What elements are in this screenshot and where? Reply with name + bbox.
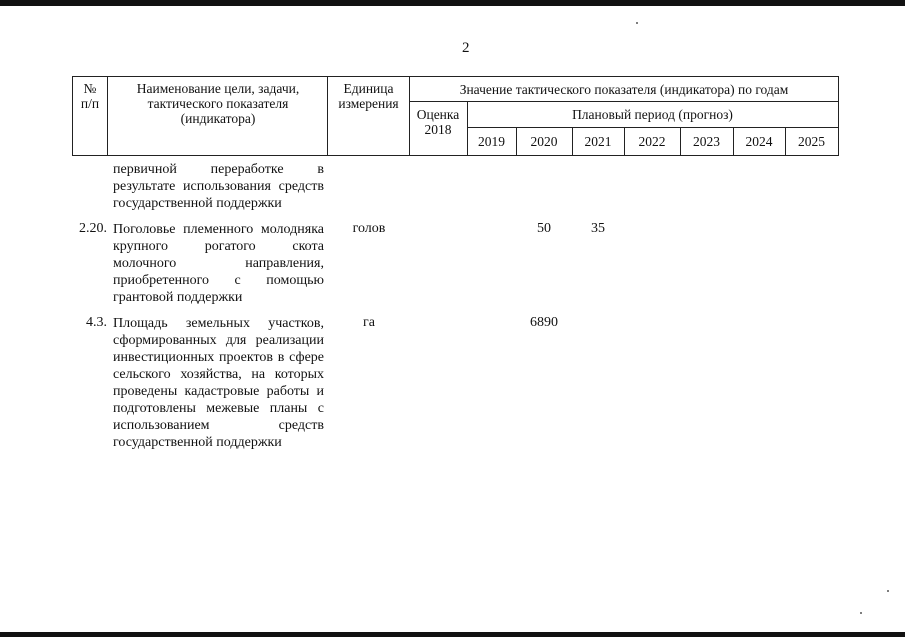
header-estimate: Оценка 2018	[416, 107, 460, 137]
table-row-name: первичной переработке в результате использования средств государственной поддержки	[113, 162, 324, 211]
header-year: 2023	[693, 134, 720, 149]
page-number: 2	[462, 40, 470, 56]
table-row-value-2020: 6890	[530, 315, 558, 330]
table-row-name: Поголовье племенного молодняка крупного рогатого скота молочного направления, приобретенного с помощью грантовой поддержки	[113, 222, 324, 305]
scan-speck	[636, 22, 638, 24]
table-row-name: Площадь земельных участков, сформированных для реализации инвестиционных проектов в сфере сельского хозяйства, на которых проведены кадастровые работы и подготовлены межевые планы с использованием средств государственной поддержки	[113, 316, 324, 450]
header-year: 2020	[530, 134, 558, 149]
header-name: Наименование цели, задачи, тактического показателя (индикатора)	[136, 81, 300, 126]
table-row-unit: га	[363, 315, 375, 330]
bottom-border-rule	[0, 632, 905, 637]
table-row-num: 4.3.	[86, 315, 107, 330]
top-border-rule	[0, 0, 905, 6]
header-year: 2024	[745, 134, 773, 149]
table-row-value-2020: 50	[537, 221, 551, 236]
row-divider	[467, 127, 838, 128]
row-divider	[409, 101, 838, 102]
header-year: 2022	[638, 134, 666, 149]
header-year: 2021	[584, 134, 612, 149]
table-row-num: 2.20.	[79, 221, 107, 236]
header-year: 2019	[478, 134, 505, 149]
table-row-unit: голов	[352, 221, 386, 236]
scan-speck	[887, 590, 889, 592]
table-row-value-2021: 35	[591, 221, 605, 236]
scan-speck	[860, 612, 862, 614]
header-year: 2025	[798, 134, 825, 149]
header-unit: Единица измерения	[338, 81, 399, 111]
header-plan-period: Плановый период (прогноз)	[572, 107, 733, 122]
header-values-group: Значение тактического показателя (индикатора) по годам	[459, 82, 789, 97]
header-num: № п/п	[80, 81, 100, 111]
